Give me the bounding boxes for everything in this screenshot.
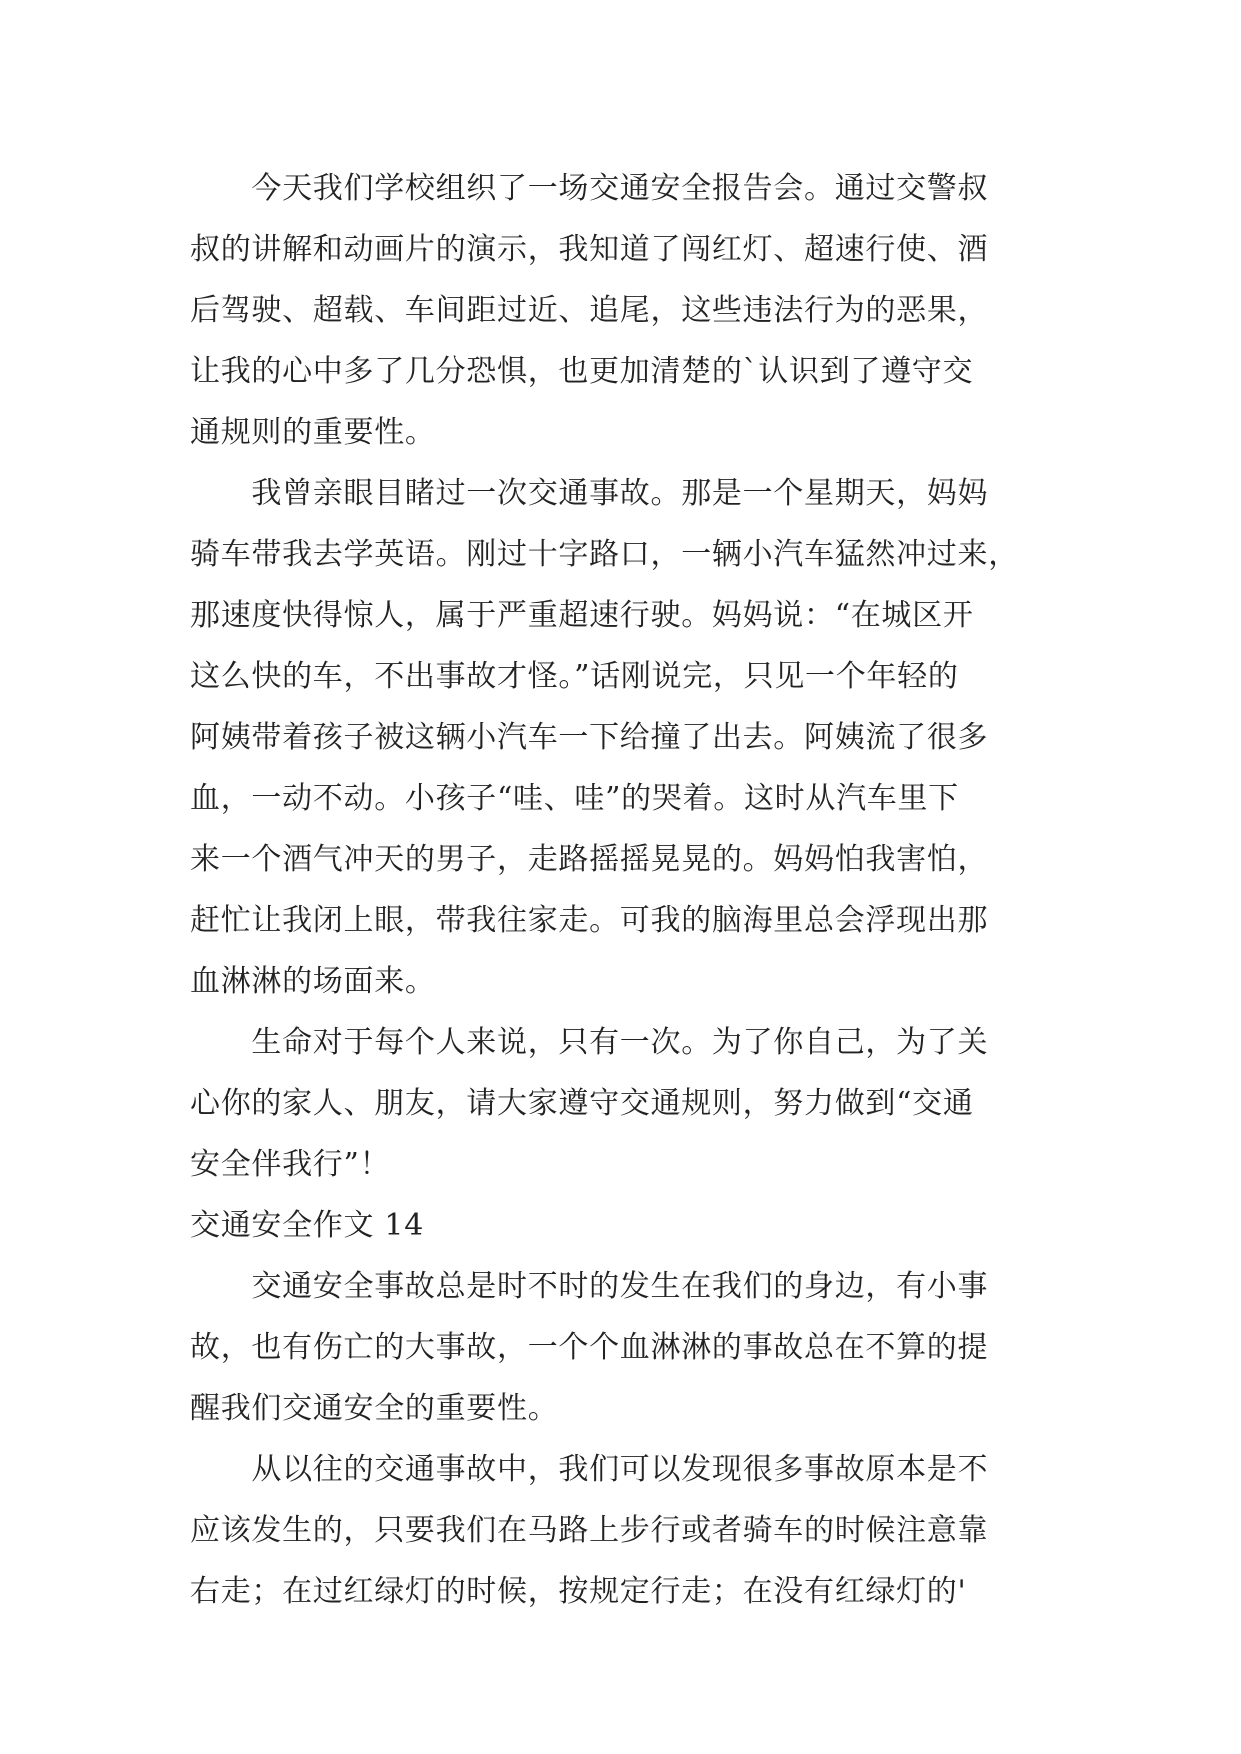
text-line: 安全伴我行”！ — [190, 1147, 391, 1182]
paragraph — [190, 158, 1060, 463]
paragraph — [190, 463, 1060, 1012]
text-line: 我曾亲眼目睹过一次交通事故。那是一个星期天，妈妈 — [190, 476, 989, 511]
text-line: 通规则的重要性。 — [190, 415, 436, 450]
text-line: 应该发生的，只要我们在马路上步行或者骑车的时候注意靠 — [190, 1513, 989, 1548]
text-line: 赶忙让我闭上眼，带我往家走。可我的脑海里总会浮现出那 — [190, 903, 989, 938]
document-body — [190, 158, 1060, 1622]
text-line: 这么快的车，不出事故才怪。”话刚说完，只见一个年轻的 — [190, 659, 959, 694]
text-line: 醒我们交通安全的重要性。 — [190, 1391, 559, 1426]
text-line: 后驾驶、超载、车间距过近、追尾，这些违法行为的恶果， — [190, 293, 989, 328]
text-line: 阿姨带着孩子被这辆小汽车一下给撞了出去。阿姨流了很多 — [190, 720, 989, 755]
text-line: 骑车带我去学英语。刚过十字路口，一辆小汽车猛然冲过来， — [190, 537, 1019, 572]
text-line: 右走；在过红绿灯的时候，按规定行走；在没有红绿灯的' — [190, 1574, 967, 1609]
text-line: 交通安全事故总是时不时的发生在我们的身边，有小事 — [190, 1269, 989, 1304]
text-line: 来一个酒气冲天的男子，走路摇摇晃晃的。妈妈怕我害怕， — [190, 842, 989, 877]
text-line: 今天我们学校组织了一场交通安全报告会。通过交警叔 — [190, 171, 989, 206]
text-line: 故，也有伤亡的大事故，一个个血淋淋的事故总在不算的提 — [190, 1330, 989, 1365]
text-line: 叔的讲解和动画片的演示，我知道了闯红灯、超速行使、酒 — [190, 232, 989, 267]
text-line: 生命对于每个人来说，只有一次。为了你自己，为了关 — [190, 1025, 989, 1060]
paragraph — [190, 1439, 1060, 1622]
text-line: 从以往的交通事故中，我们可以发现很多事故原本是不 — [190, 1452, 989, 1487]
section-title: 交通安全作文 14 — [190, 1208, 425, 1243]
text-line: 那速度快得惊人，属于严重超速行驶。妈妈说：“在城区开 — [190, 598, 974, 633]
text-line: 血，一动不动。小孩子“哇、哇”的哭着。这时从汽车里下 — [190, 781, 959, 816]
paragraph — [190, 1012, 1060, 1195]
text-line: 血淋淋的场面来。 — [190, 964, 436, 999]
text-line: 心你的家人、朋友，请大家遵守交通规则，努力做到“交通 — [190, 1086, 974, 1121]
paragraph — [190, 1256, 1060, 1439]
text-line: 让我的心中多了几分恐惧，也更加清楚的`认识到了遵守交 — [190, 354, 974, 389]
